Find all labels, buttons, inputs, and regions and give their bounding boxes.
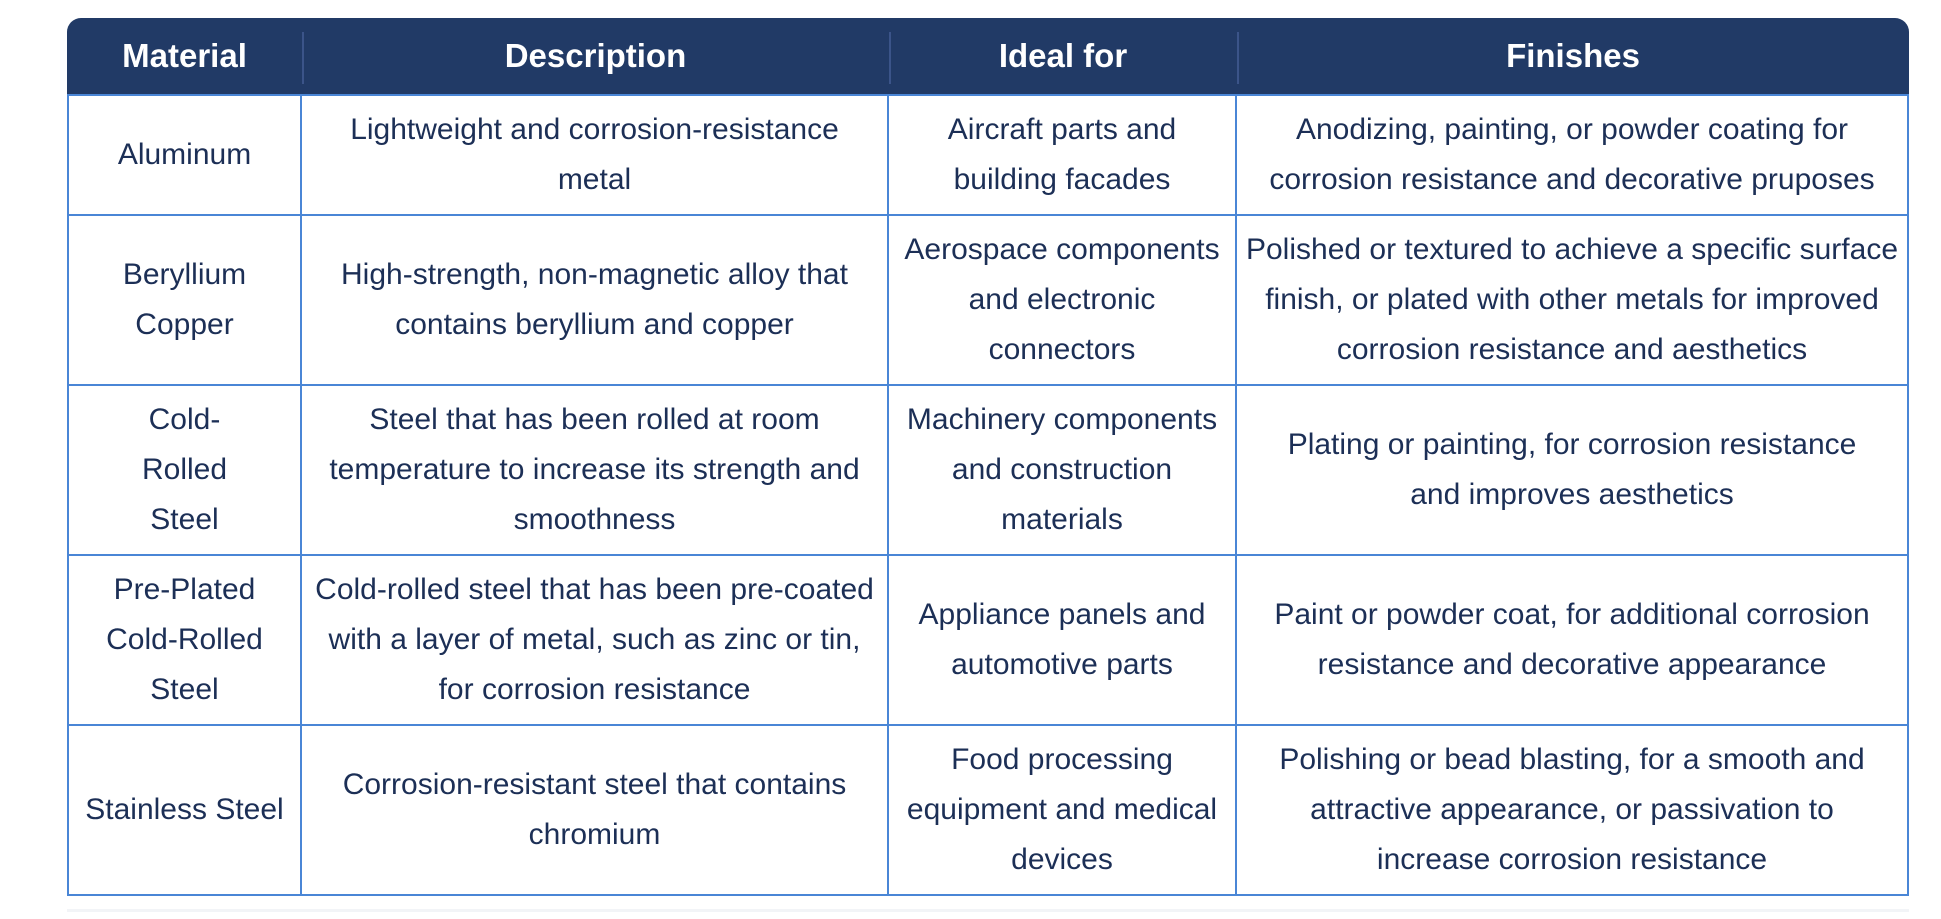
table-row xyxy=(67,726,1909,896)
cell-description: Lightweight and corrosion-resistance metal xyxy=(302,94,889,216)
header-material: Material xyxy=(67,18,302,94)
cell-material: Cold-Rolled Steel xyxy=(67,386,302,556)
table-body xyxy=(67,94,1909,896)
table-row xyxy=(67,216,1909,386)
cell-description: Cold-rolled steel that has been pre-coated with a layer of metal, such as zinc or tin, for corrosion resistance xyxy=(302,556,889,726)
cell-finishes: Plating or painting, for corrosion resistance and improves aesthetics xyxy=(1237,386,1909,556)
cell-finishes: Polished or textured to achieve a specific surface finish, or plated with other metals for improved corrosion resistance and aesthetics xyxy=(1237,216,1909,386)
cell-ideal-for: Aircraft parts and building facades xyxy=(889,94,1237,216)
cell-description: High-strength, non-magnetic alloy that contains beryllium and copper xyxy=(302,216,889,386)
cell-finishes: Paint or powder coat, for additional corrosion resistance and decorative appearance xyxy=(1237,556,1909,726)
cell-finishes: Anodizing, painting, or powder coating for corrosion resistance and decorative pruposes xyxy=(1237,94,1909,216)
cell-description: Steel that has been rolled at room temperature to increase its strength and smoothness xyxy=(302,386,889,556)
table-row xyxy=(67,386,1909,556)
cell-description: Corrosion-resistant steel that contains chromium xyxy=(302,726,889,896)
cell-ideal-for: Machinery components and construction materials xyxy=(889,386,1237,556)
header-ideal-for: Ideal for xyxy=(889,18,1237,94)
header-row xyxy=(67,18,1909,94)
cell-material: Pre-Plated Cold-Rolled Steel xyxy=(67,556,302,726)
materials-table-container xyxy=(67,18,1909,896)
table-row xyxy=(67,94,1909,216)
table-row xyxy=(67,556,1909,726)
cell-material: Stainless Steel xyxy=(67,726,302,896)
materials-table xyxy=(67,18,1909,896)
bottom-divider xyxy=(67,909,1909,912)
table-header xyxy=(67,18,1909,94)
cell-finishes: Polishing or bead blasting, for a smooth and attractive appearance, or passivation to increase corrosion resistance xyxy=(1237,726,1909,896)
cell-material: Beryllium Copper xyxy=(67,216,302,386)
cell-ideal-for: Aerospace components and electronic connectors xyxy=(889,216,1237,386)
header-finishes: Finishes xyxy=(1237,18,1909,94)
cell-material: Aluminum xyxy=(67,94,302,216)
header-description: Description xyxy=(302,18,889,94)
cell-ideal-for: Food processing equipment and medical devices xyxy=(889,726,1237,896)
cell-ideal-for: Appliance panels and automotive parts xyxy=(889,556,1237,726)
